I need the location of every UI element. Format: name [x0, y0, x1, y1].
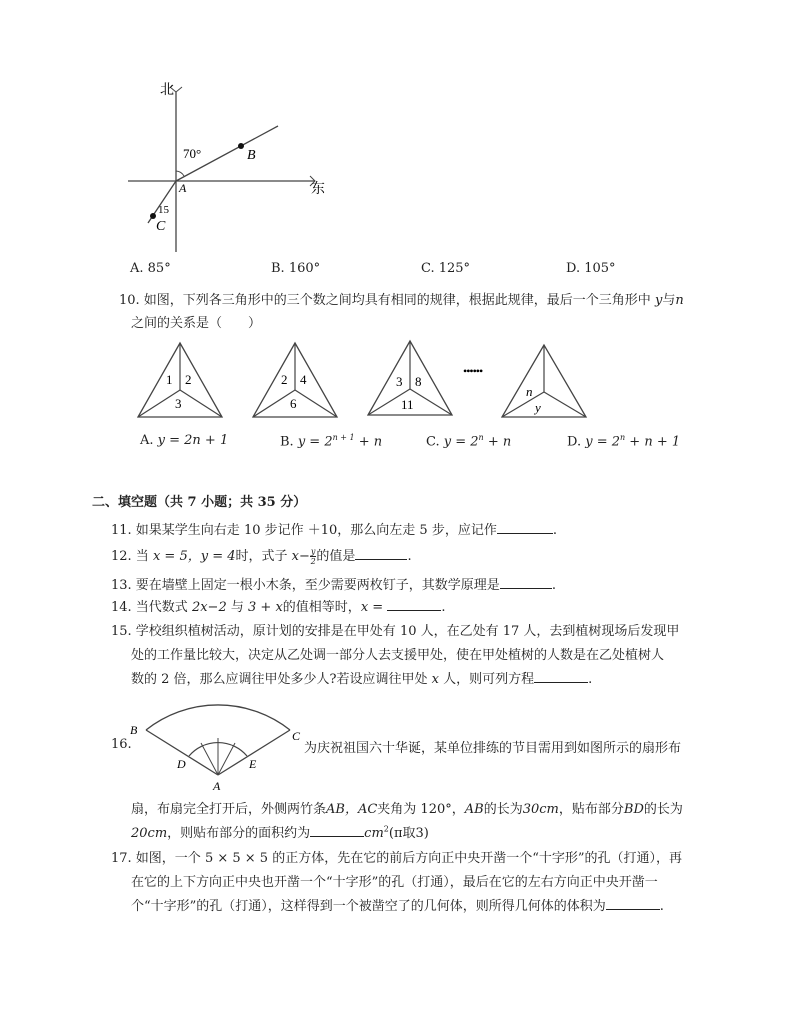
- q10-option-d[interactable]: D. $y = 2^n + n + 1$: [567, 433, 681, 450]
- fan-label-e: E: [249, 757, 257, 771]
- q13-answer-blank[interactable]: [500, 588, 552, 589]
- tri3-left: 3: [396, 374, 403, 389]
- triangle-2: [253, 343, 337, 417]
- q11: 11. 如果某学生向右走 10 步记作 ＋10，那么向左走 5 步，应记作 .: [111, 523, 557, 538]
- q10-option-b[interactable]: B. $y = 2^{n + 1} + n$: [280, 433, 383, 450]
- tri1-bottom: 3: [175, 396, 182, 411]
- triangle-3: [368, 341, 452, 415]
- q14-answer-blank[interactable]: [387, 610, 441, 611]
- q10-stem-line1: 10. 如图，下列各三角形中的三个数之间均具有相同的规律，根据此规律，最后一个三角形中 y与n: [119, 293, 684, 308]
- q15-line2: 处的工作量比较大，决定从乙处调一部分人去支援甲处，使在甲处植树的人数是在乙处植树人: [131, 648, 665, 663]
- q9-option-c[interactable]: C. 125°: [421, 261, 471, 276]
- q16-answer-blank[interactable]: [310, 836, 364, 837]
- tri3-bottom: 11: [401, 397, 414, 412]
- north-label: 北: [160, 83, 174, 98]
- q11-answer-blank[interactable]: [497, 533, 553, 534]
- q17-answer-blank[interactable]: [606, 909, 660, 910]
- q16-line2: 扇，布扇完全打开后，外侧两竹条AB，AC夹角为 120°，AB的长为30cm，贴布部分BD的长为: [131, 802, 683, 817]
- q10-triangles-figure: [130, 335, 600, 425]
- q15-line3: 数的 2 倍，那么应调往甲处多少人?若设应调往甲处 x 人，则可列方程 .: [131, 672, 593, 687]
- tri4-left: n: [526, 384, 533, 399]
- point-c-label: C: [156, 219, 166, 234]
- point-a-label: A: [179, 181, 187, 195]
- fan-label-c: C: [292, 729, 301, 743]
- east-label: 东: [311, 182, 325, 197]
- tri1-right: 2: [185, 372, 192, 387]
- q16-number: 16.: [111, 737, 132, 752]
- tri2-left: 2: [281, 372, 288, 387]
- ellipsis-dots: ••••••: [463, 364, 483, 378]
- fan-label-a: A: [213, 779, 221, 793]
- q17-line2: 在它的上下方向正中央也开凿一个“十字形”的孔（打通），最后在它的左右方向正中央开凿一: [131, 875, 658, 890]
- q9-option-a[interactable]: A. 85°: [130, 261, 171, 276]
- q17-line1: 17. 如图，一个 5 × 5 × 5 的正方体，先在它的前后方向正中央开凿一个“十字形”的孔（打通），再: [111, 851, 682, 866]
- q12-answer-blank[interactable]: [355, 559, 407, 560]
- tri4-bottom: y: [535, 400, 541, 415]
- q16-line3: 20cm，则贴布部分的面积约为 $cm^2(\pi$取3): [131, 824, 429, 841]
- q17-line3: 个“十字形”的孔（打通），这样得到一个被凿空了的几何体，则所得几何体的体积为 .: [131, 899, 664, 914]
- angle-arc: [176, 171, 184, 176]
- fan-outer-arc: [146, 705, 290, 730]
- triangle-4: [502, 345, 586, 417]
- q10-stem-line2: 之间的关系是（ ）: [131, 316, 262, 331]
- q10-option-a[interactable]: A. y = 2n + 1: [140, 433, 229, 448]
- q14: 14. 当代数式 2x−2 与 3 + x的值相等时，x = .: [111, 600, 446, 615]
- q16-line1: 为庆祝祖国六十华诞，某单位排练的节目需用到如图所示的扇形布: [304, 741, 682, 756]
- point-b-label: B: [247, 148, 256, 163]
- q12: 12. 当 x = 5，y = 4时，式子 x− $\frac{y}{2}$ 的值是 .: [111, 547, 412, 566]
- fan-label-d: D: [177, 757, 186, 771]
- angle-70-label: 70°: [183, 146, 202, 161]
- q9-option-d[interactable]: D. 105°: [566, 261, 616, 276]
- point-b: [238, 143, 244, 149]
- angle-15-label: 15: [158, 204, 169, 216]
- q9-option-b[interactable]: B. 160°: [271, 261, 321, 276]
- q13: 13. 要在墙壁上固定一根小木条，至少需要两枚钉子，其数学原理是 .: [111, 578, 556, 593]
- q10-option-c[interactable]: C. $y = 2^n + n$: [426, 433, 512, 450]
- section2-title: 二、填空题（共 7 小题；共 35 分）: [92, 495, 307, 510]
- tri2-bottom: 6: [290, 396, 297, 411]
- triangle-1: [138, 343, 222, 417]
- tri1-left: 1: [166, 372, 173, 387]
- tri3-right: 8: [415, 374, 422, 389]
- tri2-right: 4: [300, 372, 307, 387]
- q15-answer-blank[interactable]: [534, 682, 588, 683]
- fan-label-b: B: [130, 723, 138, 737]
- q16-fan-figure: [125, 690, 310, 795]
- q9-direction-figure: [120, 80, 340, 260]
- q15-line1: 15. 学校组织植树活动，原计划的安排是在甲处有 10 人，在乙处有 17 人，去到植树现场后发现甲: [111, 624, 680, 639]
